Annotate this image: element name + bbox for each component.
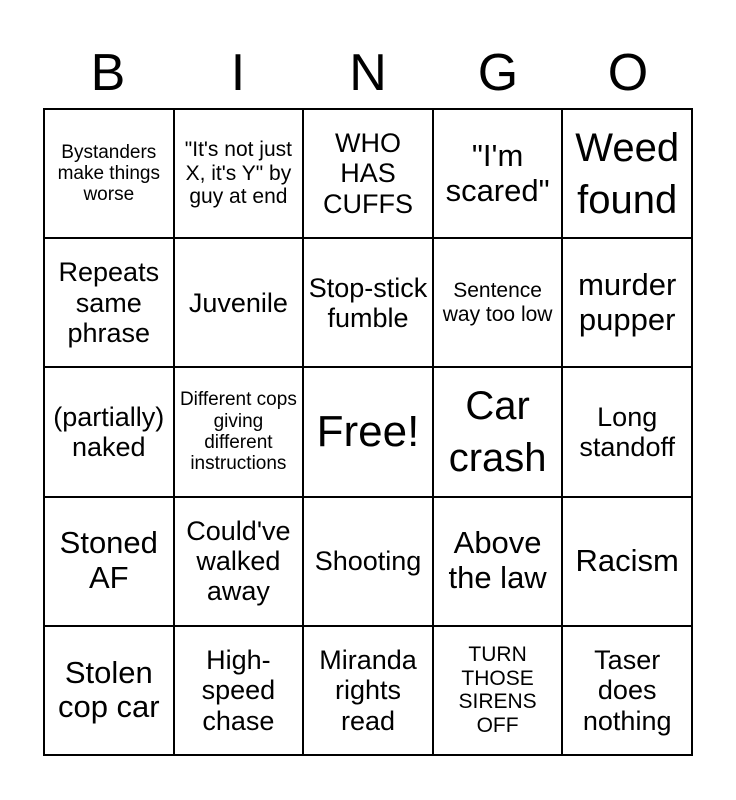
- bingo-cell[interactable]: Repeats same phrase: [44, 238, 174, 367]
- bingo-cell[interactable]: Sentence way too low: [433, 238, 563, 367]
- bingo-cell[interactable]: Stoned AF: [44, 497, 174, 626]
- bingo-cell[interactable]: "I'm scared": [433, 109, 563, 238]
- bingo-cell[interactable]: High-speed chase: [174, 626, 304, 755]
- bingo-cell[interactable]: Car crash: [433, 367, 563, 496]
- header-letter-o: O: [607, 44, 649, 102]
- bingo-cell[interactable]: Juvenile: [174, 238, 304, 367]
- bingo-cell[interactable]: Bystanders make things worse: [44, 109, 174, 238]
- bingo-cell[interactable]: Miranda rights read: [303, 626, 433, 755]
- bingo-cell[interactable]: Taser does nothing: [562, 626, 692, 755]
- header-letter-i: I: [230, 44, 246, 102]
- bingo-cell[interactable]: murder pupper: [562, 238, 692, 367]
- header-letter-b: B: [90, 44, 126, 102]
- bingo-cell[interactable]: "It's not just X, it's Y" by guy at end: [174, 109, 304, 238]
- bingo-cell[interactable]: (partially) naked: [44, 367, 174, 496]
- bingo-cell[interactable]: TURN THOSE SIRENS OFF: [433, 626, 563, 755]
- bingo-board: [43, 108, 693, 756]
- bingo-cell[interactable]: WHO HAS CUFFS: [303, 109, 433, 238]
- bingo-cell[interactable]: Above the law: [433, 497, 563, 626]
- bingo-cell[interactable]: Stolen cop car: [44, 626, 174, 755]
- header-letter-g: G: [477, 44, 519, 102]
- bingo-cell[interactable]: Different cops giving different instructions: [174, 367, 304, 496]
- header-letter-n: N: [349, 44, 387, 102]
- bingo-cell[interactable]: Could've walked away: [174, 497, 304, 626]
- bingo-cell[interactable]: Racism: [562, 497, 692, 626]
- bingo-cell[interactable]: Long standoff: [562, 367, 692, 496]
- bingo-cell[interactable]: Weed found: [562, 109, 692, 238]
- bingo-cell[interactable]: Shooting: [303, 497, 433, 626]
- bingo-cell[interactable]: Stop-stick fumble: [303, 238, 433, 367]
- bingo-header: [43, 38, 693, 108]
- free-space-cell[interactable]: Free!: [303, 367, 433, 496]
